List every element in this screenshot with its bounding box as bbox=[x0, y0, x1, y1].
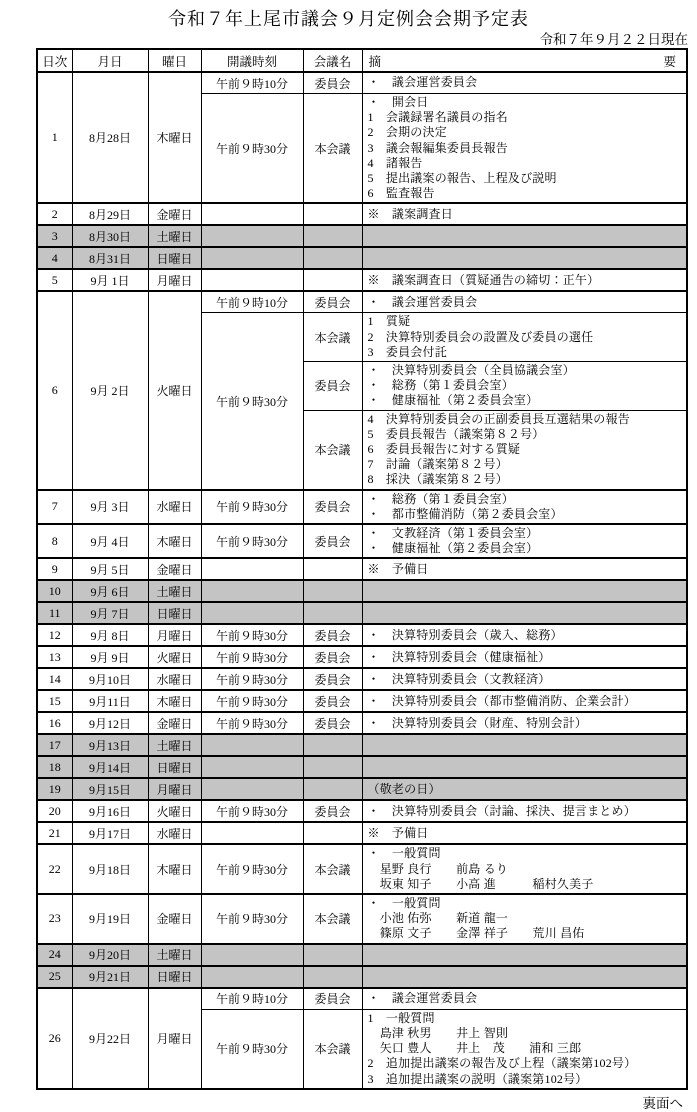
remark-line: 島津 秋男 井上 智則 bbox=[367, 1025, 509, 1040]
meeting-cell: 本会議 bbox=[303, 894, 362, 944]
remark-cell bbox=[362, 558, 687, 580]
day-cell: 5 bbox=[37, 269, 72, 291]
remark-line: ※ 予備日 bbox=[367, 561, 429, 576]
remark-line: ・ 一般質問 bbox=[367, 896, 441, 911]
remark-line: ・ 総務（第１委員会室） bbox=[367, 378, 514, 393]
meeting-cell: 委員会 bbox=[303, 690, 362, 712]
day-cell: 1 bbox=[37, 72, 72, 203]
weekday-cell: 土曜日 bbox=[148, 580, 201, 602]
date-cell: 9月14日 bbox=[72, 756, 148, 778]
weekday-cell: 日曜日 bbox=[148, 247, 201, 269]
date-cell: 9月10日 bbox=[72, 668, 148, 690]
remark-cell bbox=[362, 800, 687, 822]
remark-line: ・ 総務（第１委員会室） bbox=[367, 491, 514, 506]
remark-line: 6 監査報告 bbox=[367, 186, 435, 201]
day-cell: 16 bbox=[37, 712, 72, 734]
time-cell bbox=[201, 822, 303, 844]
weekday-cell: 土曜日 bbox=[148, 225, 201, 247]
date-cell: 9月 6日 bbox=[72, 580, 148, 602]
remark-line: ・ 開会日 bbox=[367, 95, 429, 109]
table-row bbox=[37, 580, 687, 602]
remark-cell bbox=[362, 822, 687, 844]
weekday-cell: 月曜日 bbox=[148, 778, 201, 800]
time-cell: 午前９時30分 bbox=[201, 668, 303, 690]
table-row bbox=[37, 203, 687, 225]
weekday-cell: 月曜日 bbox=[148, 624, 201, 646]
remark-line: ・ 一般質問 bbox=[367, 846, 441, 861]
remark-line: ・ 文教経済（第１委員会室） bbox=[367, 526, 539, 541]
remark-line: 8 採決（議案第８２号） bbox=[367, 472, 508, 487]
remark-line: ・ 決算特別委員会（健康福祉） bbox=[367, 649, 551, 664]
remark-line: ・ 決算特別委員会（文教経済） bbox=[367, 671, 551, 686]
remark-line: ・ 健康福祉（第２委員会室） bbox=[367, 541, 539, 556]
remark-line: 6 委員長報告に対する質疑 bbox=[367, 442, 521, 457]
header-time: 開議時刻 bbox=[201, 49, 303, 72]
table-row bbox=[37, 624, 687, 646]
date-cell: 9月 3日 bbox=[72, 490, 148, 524]
weekday-cell: 火曜日 bbox=[148, 800, 201, 822]
meeting-cell bbox=[303, 203, 362, 225]
table-row bbox=[37, 291, 687, 313]
table-row bbox=[37, 558, 687, 580]
weekday-cell: 土曜日 bbox=[148, 734, 201, 756]
remark-line: 2 会期の決定 bbox=[367, 125, 447, 140]
meeting-cell bbox=[303, 966, 362, 988]
date-cell: 9月18日 bbox=[72, 844, 148, 894]
weekday-cell: 木曜日 bbox=[148, 690, 201, 712]
remark-line: 篠原 文子 金澤 祥子 荒川 昌佑 bbox=[367, 926, 585, 941]
remark-cell bbox=[362, 580, 687, 602]
date-cell: 9月15日 bbox=[72, 778, 148, 800]
day-cell: 21 bbox=[37, 822, 72, 844]
weekday-cell: 日曜日 bbox=[148, 756, 201, 778]
time-cell bbox=[201, 203, 303, 225]
meeting-cell: 委員会 bbox=[303, 291, 362, 313]
remark-cell bbox=[362, 291, 687, 313]
remark-cell bbox=[362, 203, 687, 225]
remark-line: 5 提出議案の報告、上程及び説明 bbox=[367, 171, 557, 186]
remark-line: 坂東 知子 小高 進 稲村久美子 bbox=[367, 876, 594, 891]
remark-line: 4 諸報告 bbox=[367, 155, 423, 170]
day-cell: 14 bbox=[37, 668, 72, 690]
date-cell: 9月11日 bbox=[72, 690, 148, 712]
day-cell: 25 bbox=[37, 966, 72, 988]
remark-line: 3 委員会付託 bbox=[367, 344, 447, 359]
remark-line: ・ 議会運営委員会 bbox=[367, 75, 478, 90]
day-cell: 11 bbox=[37, 602, 72, 624]
remark-cell bbox=[362, 966, 687, 988]
remark-cell bbox=[362, 668, 687, 690]
meeting-cell: 委員会 bbox=[303, 362, 362, 411]
meeting-cell: 委員会 bbox=[303, 490, 362, 524]
remark-cell bbox=[362, 844, 687, 894]
time-cell: 午前９時30分 bbox=[201, 712, 303, 734]
remark-line: 2 追加提出議案の報告及び上程（議案第102号） bbox=[367, 1056, 637, 1071]
day-cell: 10 bbox=[37, 580, 72, 602]
remark-line: 7 討論（議案第８２号） bbox=[367, 457, 508, 472]
table-row bbox=[37, 646, 687, 668]
remark-line: ・ 決算特別委員会（都市整備消防、企業会計） bbox=[367, 693, 636, 708]
date-cell: 9月16日 bbox=[72, 800, 148, 822]
remark-line: （敬老の日） bbox=[367, 781, 441, 796]
time-cell: 午前９時30分 bbox=[201, 646, 303, 668]
day-cell: 13 bbox=[37, 646, 72, 668]
day-cell: 18 bbox=[37, 756, 72, 778]
time-cell: 午前９時30分 bbox=[201, 490, 303, 524]
time-cell: 午前９時30分 bbox=[201, 524, 303, 558]
meeting-cell: 本会議 bbox=[303, 844, 362, 894]
day-cell: 26 bbox=[37, 988, 72, 1089]
day-cell: 17 bbox=[37, 734, 72, 756]
table-row bbox=[37, 988, 687, 1010]
remark-cell bbox=[362, 712, 687, 734]
remark-line: ・ 議会運営委員会 bbox=[367, 294, 478, 309]
header-summary-right: 要 bbox=[663, 54, 676, 69]
weekday-cell: 日曜日 bbox=[148, 966, 201, 988]
meeting-cell: 委員会 bbox=[303, 646, 362, 668]
meeting-cell bbox=[303, 822, 362, 844]
time-cell bbox=[201, 558, 303, 580]
remark-cell bbox=[362, 362, 687, 411]
day-cell: 6 bbox=[37, 291, 72, 489]
meeting-cell bbox=[303, 734, 362, 756]
remark-line: ・ 決算特別委員会（歳入、総務） bbox=[367, 627, 563, 642]
time-cell bbox=[201, 734, 303, 756]
day-cell: 4 bbox=[37, 247, 72, 269]
remark-cell bbox=[362, 778, 687, 800]
header-summary-left: 摘 bbox=[368, 54, 382, 69]
remark-line: ・ 健康福祉（第２委員会室） bbox=[367, 393, 539, 408]
remark-line: 4 決算特別委員会の正副委員長互選結果の報告 bbox=[367, 411, 630, 426]
date-cell: 9月 1日 bbox=[72, 269, 148, 291]
header-day: 日次 bbox=[37, 49, 72, 72]
remark-line: ・ 決算特別委員会（全員協議会室） bbox=[367, 363, 575, 378]
remark-cell bbox=[362, 944, 687, 966]
back-page-note: 裏面へ bbox=[642, 1095, 683, 1111]
remark-line: 小池 佑弥 新道 龍一 bbox=[367, 911, 509, 926]
meeting-cell: 本会議 bbox=[303, 313, 362, 362]
time-cell: 午前９時30分 bbox=[201, 844, 303, 894]
remark-line: 1 質疑 bbox=[367, 314, 411, 329]
time-cell bbox=[201, 247, 303, 269]
remark-cell bbox=[362, 602, 687, 624]
table-row bbox=[37, 944, 687, 966]
header-date: 月日 bbox=[72, 49, 148, 72]
day-cell: 20 bbox=[37, 800, 72, 822]
remark-cell bbox=[362, 894, 687, 944]
remark-cell bbox=[362, 756, 687, 778]
table-row bbox=[37, 602, 687, 624]
table-row bbox=[37, 844, 687, 894]
time-cell bbox=[201, 944, 303, 966]
date-cell: 9月 7日 bbox=[72, 602, 148, 624]
remark-line: 2 決算特別委員会の設置及び委員の選任 bbox=[367, 329, 594, 344]
weekday-cell: 水曜日 bbox=[148, 668, 201, 690]
table-row bbox=[37, 734, 687, 756]
remark-cell bbox=[362, 734, 687, 756]
meeting-cell: 委員会 bbox=[303, 668, 362, 690]
schedule-table-body bbox=[37, 72, 687, 1089]
time-cell: 午前９時30分 bbox=[201, 313, 303, 490]
time-cell bbox=[201, 225, 303, 247]
time-cell bbox=[201, 756, 303, 778]
remark-line: ・ 議会運営委員会 bbox=[367, 991, 478, 1006]
meeting-cell bbox=[303, 778, 362, 800]
remark-cell bbox=[362, 1009, 687, 1089]
table-row bbox=[37, 756, 687, 778]
date-cell: 9月 2日 bbox=[72, 291, 148, 489]
page-title: 令和７年上尾市議会９月定例会会期予定表 bbox=[168, 9, 529, 29]
remark-cell bbox=[362, 225, 687, 247]
date-cell: 9月 5日 bbox=[72, 558, 148, 580]
weekday-cell: 金曜日 bbox=[148, 558, 201, 580]
date-cell: 9月22日 bbox=[72, 988, 148, 1089]
time-cell: 午前９時30分 bbox=[201, 690, 303, 712]
weekday-cell: 月曜日 bbox=[148, 988, 201, 1089]
time-cell bbox=[201, 580, 303, 602]
date-cell: 9月19日 bbox=[72, 894, 148, 944]
date-cell: 9月 8日 bbox=[72, 624, 148, 646]
weekday-cell: 火曜日 bbox=[148, 291, 201, 489]
meeting-cell bbox=[303, 247, 362, 269]
date-cell: 9月20日 bbox=[72, 944, 148, 966]
remark-cell bbox=[362, 988, 687, 1010]
time-cell bbox=[201, 602, 303, 624]
table-row bbox=[37, 668, 687, 690]
table-row bbox=[37, 225, 687, 247]
day-cell: 23 bbox=[37, 894, 72, 944]
table-row bbox=[37, 269, 687, 291]
remark-line: ・ 決算特別委員会（討論、採決、提言まとめ） bbox=[367, 803, 636, 818]
date-cell: 8月30日 bbox=[72, 225, 148, 247]
table-row bbox=[37, 822, 687, 844]
table-row bbox=[37, 778, 687, 800]
schedule-table bbox=[36, 48, 688, 1090]
remark-line: 1 一般質問 bbox=[367, 1010, 435, 1025]
remark-line: 星野 良行 前島 るり bbox=[367, 861, 509, 876]
meeting-cell bbox=[303, 756, 362, 778]
date-cell: 9月13日 bbox=[72, 734, 148, 756]
meeting-cell bbox=[303, 558, 362, 580]
day-cell: 12 bbox=[37, 624, 72, 646]
weekday-cell: 木曜日 bbox=[148, 844, 201, 894]
date-cell: 8月28日 bbox=[72, 72, 148, 203]
remark-line: ※ 予備日 bbox=[367, 825, 429, 840]
date-cell: 8月31日 bbox=[72, 247, 148, 269]
header-weekday: 曜日 bbox=[148, 49, 201, 72]
table-row bbox=[37, 690, 687, 712]
remark-line: 3 議会報編集委員長報告 bbox=[367, 140, 508, 155]
header-meeting: 会議名 bbox=[303, 49, 362, 72]
remark-cell bbox=[362, 269, 687, 291]
weekday-cell: 木曜日 bbox=[148, 524, 201, 558]
meeting-cell: 委員会 bbox=[303, 712, 362, 734]
meeting-cell: 委員会 bbox=[303, 624, 362, 646]
day-cell: 22 bbox=[37, 844, 72, 894]
date-cell: 8月29日 bbox=[72, 203, 148, 225]
day-cell: 24 bbox=[37, 944, 72, 966]
time-cell: 午前９時30分 bbox=[201, 624, 303, 646]
weekday-cell: 日曜日 bbox=[148, 602, 201, 624]
remark-cell bbox=[362, 94, 687, 204]
meeting-cell bbox=[303, 580, 362, 602]
meeting-cell: 委員会 bbox=[303, 72, 362, 94]
meeting-cell bbox=[303, 944, 362, 966]
remark-cell bbox=[362, 646, 687, 668]
weekday-cell: 金曜日 bbox=[148, 712, 201, 734]
remark-cell bbox=[362, 410, 687, 490]
remark-line: ※ 議案調査日（質疑通告の締切：正午） bbox=[367, 272, 600, 287]
meeting-cell bbox=[303, 225, 362, 247]
meeting-cell: 本会議 bbox=[303, 94, 362, 204]
meeting-cell: 委員会 bbox=[303, 524, 362, 558]
table-row bbox=[37, 490, 687, 524]
remark-cell bbox=[362, 72, 687, 94]
remark-line: 5 委員長報告（議案第８２号） bbox=[367, 426, 545, 441]
remark-line: 1 会議録署名議員の指名 bbox=[367, 110, 508, 125]
time-cell bbox=[201, 778, 303, 800]
meeting-cell: 委員会 bbox=[303, 988, 362, 1010]
remark-line: ・ 都市整備消防（第２委員会室） bbox=[367, 506, 563, 521]
time-cell bbox=[201, 966, 303, 988]
date-cell: 9月 9日 bbox=[72, 646, 148, 668]
weekday-cell: 木曜日 bbox=[148, 72, 201, 203]
time-cell bbox=[201, 269, 303, 291]
remark-line: ・ 決算特別委員会（財産、特別会計） bbox=[367, 715, 588, 730]
weekday-cell: 火曜日 bbox=[148, 646, 201, 668]
weekday-cell: 金曜日 bbox=[148, 203, 201, 225]
remark-cell bbox=[362, 524, 687, 558]
meeting-cell: 本会議 bbox=[303, 410, 362, 490]
day-cell: 15 bbox=[37, 690, 72, 712]
table-row bbox=[37, 247, 687, 269]
day-cell: 2 bbox=[37, 203, 72, 225]
weekday-cell: 水曜日 bbox=[148, 822, 201, 844]
time-cell: 午前９時30分 bbox=[201, 1009, 303, 1089]
time-cell: 午前９時10分 bbox=[201, 72, 303, 94]
table-row bbox=[37, 712, 687, 734]
remark-line: 3 追加提出議案の説明（議案第102号） bbox=[367, 1071, 588, 1086]
remark-cell bbox=[362, 247, 687, 269]
table-row bbox=[37, 800, 687, 822]
table-row bbox=[37, 524, 687, 558]
day-cell: 3 bbox=[37, 225, 72, 247]
header-summary bbox=[362, 49, 687, 72]
time-cell: 午前９時30分 bbox=[201, 800, 303, 822]
remark-line: 矢口 豊人 井上 茂 浦和 三郎 bbox=[367, 1041, 582, 1056]
time-cell: 午前９時10分 bbox=[201, 291, 303, 313]
weekday-cell: 金曜日 bbox=[148, 894, 201, 944]
time-cell: 午前９時30分 bbox=[201, 94, 303, 204]
weekday-cell: 月曜日 bbox=[148, 269, 201, 291]
weekday-cell: 水曜日 bbox=[148, 490, 201, 524]
day-cell: 7 bbox=[37, 490, 72, 524]
meeting-cell bbox=[303, 269, 362, 291]
meeting-cell bbox=[303, 602, 362, 624]
date-cell: 9月17日 bbox=[72, 822, 148, 844]
remark-line: ※ 議案調査日 bbox=[367, 206, 453, 221]
day-cell: 19 bbox=[37, 778, 72, 800]
meeting-cell: 本会議 bbox=[303, 1009, 362, 1089]
date-cell: 9月21日 bbox=[72, 966, 148, 988]
date-cell: 9月 4日 bbox=[72, 524, 148, 558]
weekday-cell: 土曜日 bbox=[148, 944, 201, 966]
table-row bbox=[37, 894, 687, 944]
day-cell: 9 bbox=[37, 558, 72, 580]
time-cell: 午前９時10分 bbox=[201, 988, 303, 1010]
table-row bbox=[37, 966, 687, 988]
day-cell: 8 bbox=[37, 524, 72, 558]
time-cell: 午前９時30分 bbox=[201, 894, 303, 944]
date-cell: 9月12日 bbox=[72, 712, 148, 734]
remark-cell bbox=[362, 490, 687, 524]
meeting-cell: 委員会 bbox=[303, 800, 362, 822]
remark-cell bbox=[362, 690, 687, 712]
remark-cell bbox=[362, 313, 687, 362]
as-of-date: 令和７年９月２２日現在 bbox=[539, 32, 688, 47]
table-header-row bbox=[37, 49, 687, 72]
table-row bbox=[37, 72, 687, 94]
remark-cell bbox=[362, 624, 687, 646]
